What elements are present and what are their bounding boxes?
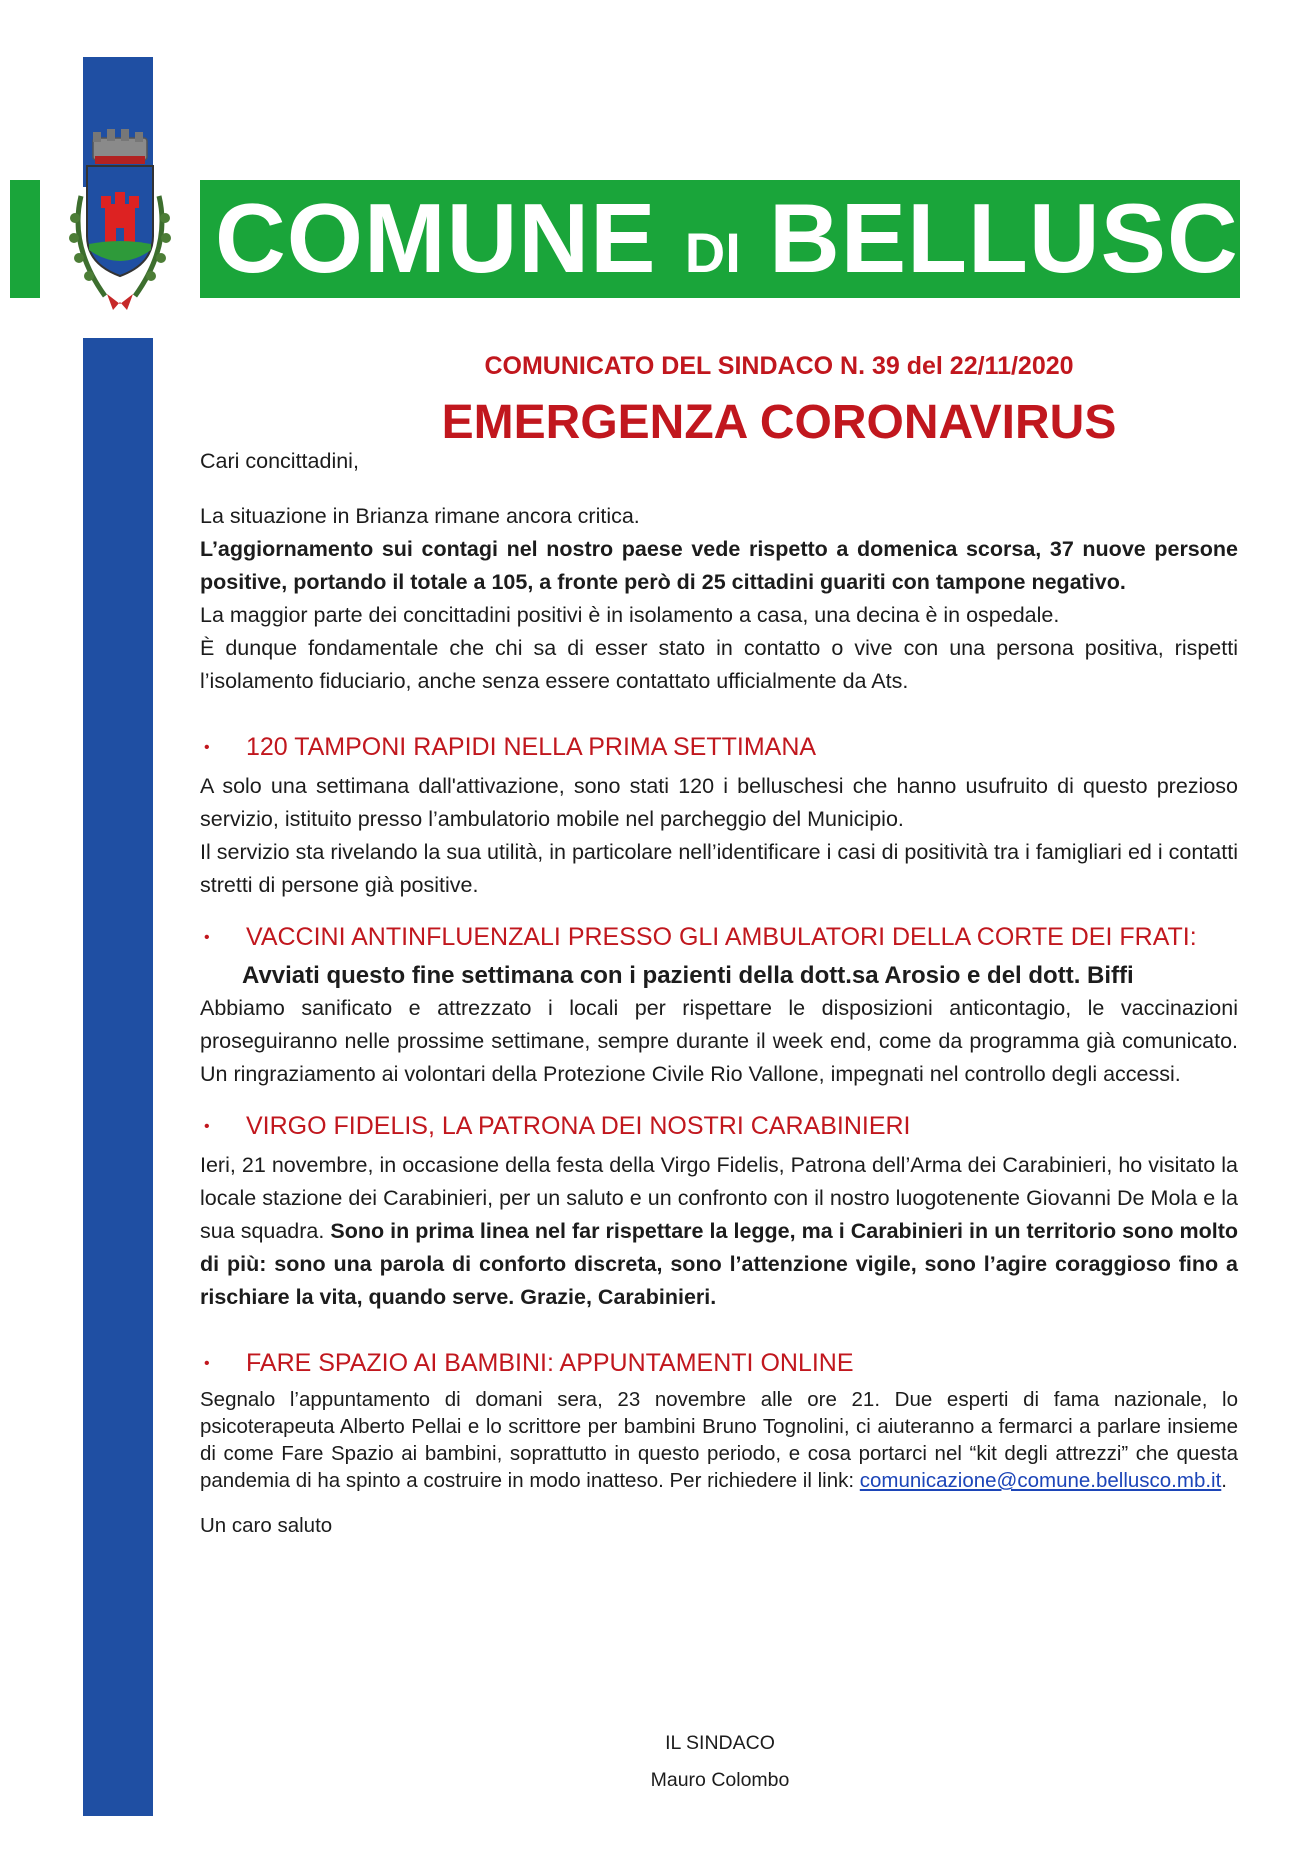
- punctuation: .: [1221, 1469, 1227, 1492]
- closing-salute: Un caro saluto: [200, 1514, 333, 1537]
- section-heading-tamponi: [200, 730, 1238, 768]
- section-heading-vaccini: [200, 920, 1238, 958]
- section-title: VIRGO FIDELIS, LA PATRONA DEI NOSTRI CARABINIERI: [246, 1112, 911, 1140]
- section-title: 120 TAMPONI RAPIDI NELLA PRIMA SETTIMANA: [246, 733, 817, 761]
- banner-title-bellusco: BELLUSCO: [769, 183, 1316, 293]
- page-title: EMERGENZA CORONAVIRUS: [441, 396, 1117, 449]
- section-paragraph: A solo una settimana dall'attivazione, sono stati 120 i belluschesi che hanno usufruito di questo prezioso servizio, istituito presso l’ambulatorio mobile nel parcheggio del Municipio.: [200, 774, 1238, 831]
- signature-role: IL SINDACO: [665, 1732, 775, 1754]
- section-subtitle: Avviati questo fine settimana con i pazienti della dott.sa Arosio e del dott. Biffi: [242, 962, 1134, 989]
- signature-name: Mauro Colombo: [650, 1769, 790, 1791]
- intro-paragraph-4: È dunque fondamentale che chi sa di esser stato in contatto o vive con una persona positiva, rispetti l’isolamento fiduciario, anche senza essere contattato ufficialmente da Ats.: [200, 636, 1238, 693]
- section-title: VACCINI ANTINFLUENZALI PRESSO GLI AMBULATORI DELLA CORTE DEI FRATI:: [246, 923, 1197, 951]
- bullet-icon: •: [204, 929, 210, 946]
- intro-paragraph-3: La maggior parte dei concittadini positivi è in isolamento a casa, una decina è in ospedale.: [200, 603, 1060, 627]
- section-paragraph: Il servizio sta rivelando la sua utilità, in particolare nell’identificare i casi di positività tra i famigliari ed i contatti stretti di persone già positive.: [200, 840, 1238, 897]
- section-title: FARE SPAZIO AI BAMBINI: APPUNTAMENTI ONLINE: [246, 1349, 854, 1377]
- banner-title-di: DI: [684, 221, 741, 284]
- section-heading-fare-spazio: [200, 1346, 1238, 1384]
- section-paragraph: [200, 1386, 1238, 1494]
- comunicato-header: COMUNICATO DEL SINDACO N. 39 del 22/11/2020: [484, 352, 1074, 380]
- section-text: Ieri, 21 novembre, in occasione della festa della Virgo Fidelis, Patrona dell’Arma dei Carabinieri, ho visitato la locale stazione dei Carabinieri, per un saluto e un confronto con il nostro luogotenente Giovanni De Mola e la sua squadra.: [200, 1153, 1238, 1243]
- document-body: [200, 350, 1238, 1539]
- coat-of-arms-icon: [55, 126, 185, 326]
- banner-title-comune: COMUNE: [215, 183, 657, 293]
- section-paragraph: [200, 1149, 1238, 1314]
- bullet-icon: •: [204, 1118, 210, 1135]
- section-text: Segnalo l’appuntamento di domani sera, 23 novembre alle ore 21. Due esperti di fama nazionale, lo psicoterapeuta Alberto Pellai e lo scrittore per bambini Bruno Tognolini, ci aiuteranno a fermarci a parlare insieme di come Fare Spazio ai bambini, soprattutto in questo periodo, e cosa portarci nel “kit degli attrezzi” che questa pandemia di ha spinto a costruire in modo inatteso. Per richiedere il link:: [200, 1388, 1238, 1492]
- bullet-icon: •: [204, 1355, 210, 1372]
- intro-paragraph-2: L’aggiornamento sui contagi nel nostro paese vede rispetto a domenica scorsa, 37 nuove persone positive, portando il totale a 105, a fronte però di 25 cittadini guariti con tampone negativo.: [200, 537, 1238, 594]
- email-link[interactable]: comunicazione@comune.bellusco.mb.it: [859, 1469, 1222, 1492]
- blue-band-bottom: [83, 338, 153, 1816]
- greeting: Cari concittadini,: [200, 449, 359, 473]
- bullet-icon: •: [204, 739, 210, 756]
- signature-block: [560, 1725, 880, 1799]
- section-heading-virgo-fidelis: [200, 1109, 1238, 1147]
- green-band-left: [10, 180, 40, 298]
- intro-paragraph-1: La situazione in Brianza rimane ancora critica.: [200, 504, 640, 528]
- coat-of-arms-logo: [55, 126, 185, 326]
- section-paragraph: Abbiamo sanificato e attrezzato i locali per rispettare le disposizioni anticontagio, le vaccinazioni proseguiranno nelle prossime settimane, sempre durante il week end, come da programma già comunicato. Un ringraziamento ai volontari della Protezione Civile Rio Vallone, impegnati nel controllo degli accessi.: [200, 996, 1238, 1086]
- section-text-bold: Sono in prima linea nel far rispettare la legge, ma i Carabinieri in un territorio sono molto di più: sono una parola di conforto discreta, sono l’attenzione vigile, sono l’agire coraggioso fino a rischiare la vita, quando serve. Grazie, Carabinieri.: [200, 1219, 1238, 1309]
- banner-title: [215, 183, 1316, 293]
